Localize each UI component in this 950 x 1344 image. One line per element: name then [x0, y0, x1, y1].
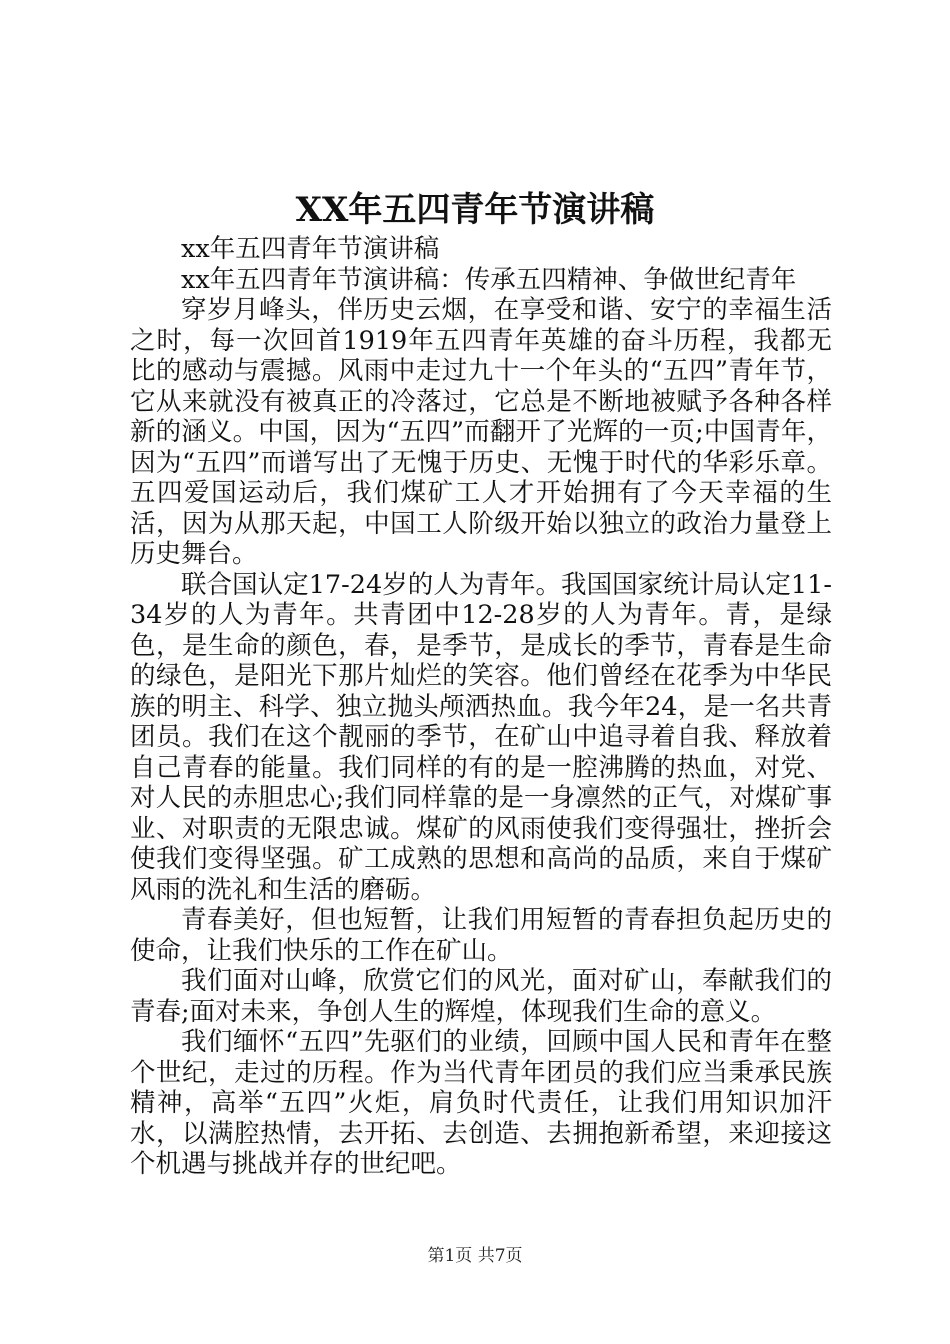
paragraph-heading: xx年五四青年节演讲稿：传承五四精神、争做世纪青年 — [181, 264, 797, 295]
paragraph-2: 联合国认定17-24岁的人为青年。我国国家统计局认定11-34岁的人为青年。共青团中12-28岁的人为青年。青，是绿色，是生命的颜色，春，是季节，是成长的季节，青春是生命的绿色，是阳光下那片灿烂的笑容。他们曾经在花季为中华民族的明主、科学、独立抛头颅洒热血。我今年24，是一名共青团员。我们在这个靓丽的季节，在矿山中追寻着自我、释放着自己青春的能量。我们同样的有的是一腔沸腾的热血，对党、对人民的赤胆忠心;我们同样靠的是一身凛然的正气，对煤矿事业、对职责的无限忠诚。煤矿的风雨使我们变得强壮，挫折会使我们变得坚强。矿工成熟的思想和高尚的品质，来自于煤矿风雨的洗礼和生活的磨砺。 — [130, 569, 832, 905]
document-title: XX年五四青年节演讲稿 — [295, 190, 655, 230]
document-body — [130, 234, 832, 1180]
page-footer: 第1页 共7页 — [427, 1246, 523, 1266]
paragraph-4: 我们面对山峰，欣赏它们的风光，面对矿山，奉献我们的青春;面对未来，争创人生的辉煌，体现我们生命的意义。 — [130, 966, 832, 1027]
paragraph-5: 我们缅怀“五四”先驱们的业绩，回顾中国人民和青年在整个世纪，走过的历程。作为当代青年团员的我们应当秉承民族精神，高举“五四”火炬，肩负时代责任，让我们用知识加汗水，以满腔热情，去开拓、去创造、去拥抱新希望，来迎接这个机遇与挑战并存的世纪吧。 — [130, 1027, 832, 1179]
paragraph-3: 青春美好，但也短暂，让我们用短暂的青春担负起历史的使命，让我们快乐的工作在矿山。 — [130, 905, 832, 966]
paragraph-subtitle: xx年五四青年节演讲稿 — [181, 234, 440, 264]
paragraph-1: 穿岁月峰头，伴历史云烟，在享受和谐、安宁的幸福生活之时，每一次回首1919年五四青年英雄的奋斗历程，我都无比的感动与震撼。风雨中走过九十一个年头的“五四”青年节，它从来就没有被真正的冷落过，它总是不断地被赋予各种各样新的涵义。中国，因为“五四”而翻开了光辉的一页;中国青年，因为“五四”而谱写出了无愧于历史、无愧于时代的华彩乐章。五四爱国运动后，我们煤矿工人才开始拥有了今天幸福的生活，因为从那天起，中国工人阶级开始以独立的政治力量登上历史舞台。 — [130, 295, 832, 569]
